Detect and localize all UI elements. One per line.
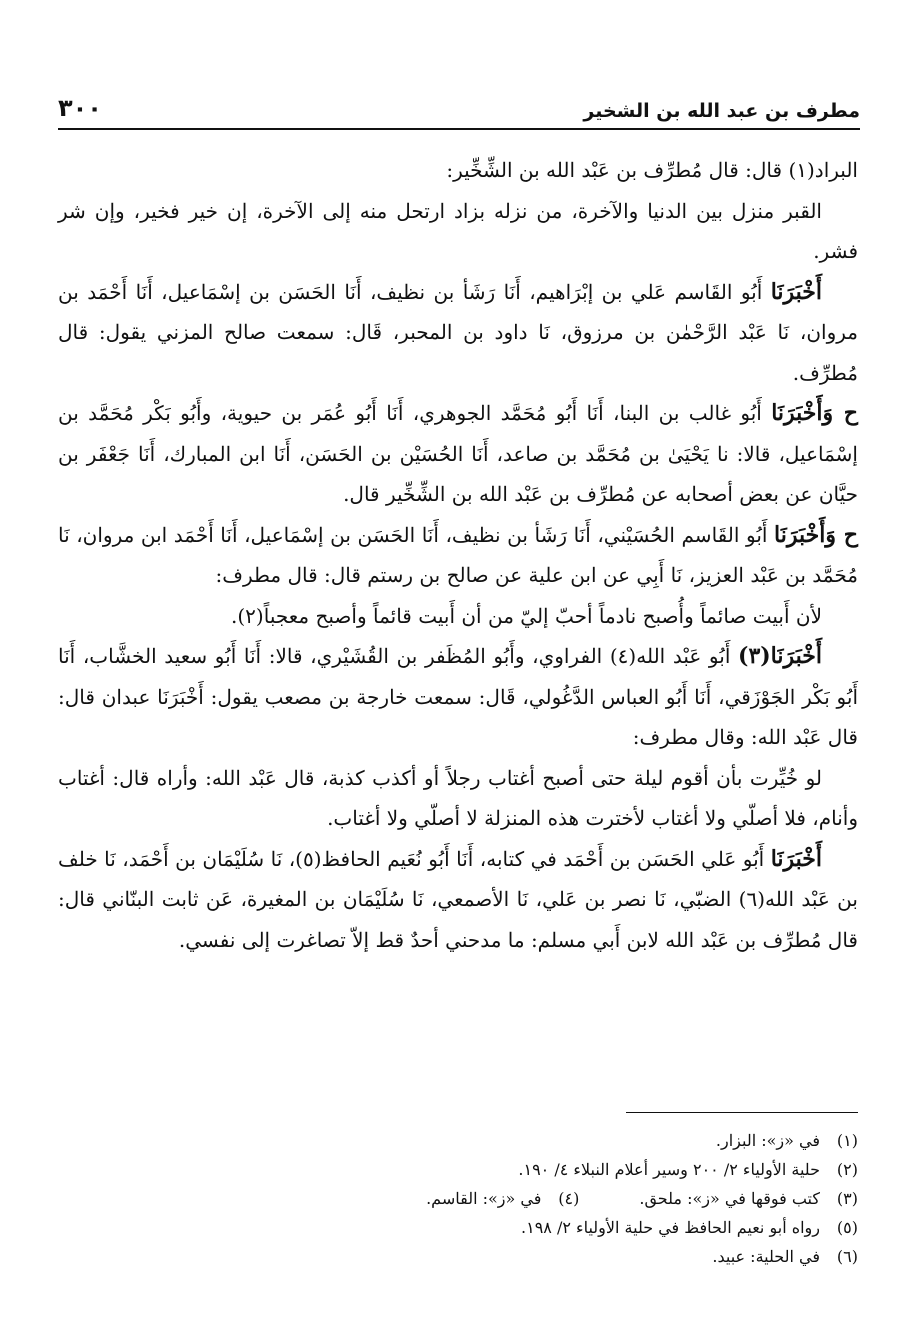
footnote: (٢) حلية الأولياء ٢/ ٢٠٠ وسير أعلام النبلاء ٤/ ١٩٠.: [518, 1160, 858, 1179]
footnotes: [58, 1126, 858, 1271]
paragraph: البراد(١) قال: قال مُطرِّف بن عَبْد الله بن الشِّخِّير:: [446, 158, 858, 182]
footnote: (٥) رواه أبو نعيم الحافظ في حلية الأولياء ٢/ ١٩٨.: [521, 1218, 858, 1237]
isnad-lead: ح وَأَخْبَرَنَا: [774, 521, 858, 548]
page-header: [58, 82, 860, 130]
paragraph: لأن أَبيت صائماً وأُصبح نادماً أحبّ إليّ من أن أَبيت قائماً وأصبح معجباً(٢).: [231, 603, 822, 628]
isnad-lead: ح وَأَخْبَرَنَا: [771, 400, 858, 426]
paragraph: ح وَأَخْبَرَنَا أَبُو القَاسم الحُسَيْني، أَنَا رَشَأ بن نظيف، أَنَا الحَسَن بن إسْمَاعيل، أَنَا أَحْمَد ابن مروان، نَا مُحَمَّد بن عَبْد العزيز، نَا أَبِي عن ابن علية عن صالح بن رستم قال: قال مطرف:: [58, 521, 858, 587]
isnad-lead: أَخْبَرَنَا: [770, 278, 823, 305]
paragraph: أَخْبَرَنَا(٣) أَبُو عَبْد الله(٤) الفراوي، وأَبُو المُظَفر بن القُشَيْري، قالا: أَنَا أَبُو سعيد الخشَّاب، أَنَا أَبُو بَكْر الجَوْزَقي، أَنَا أَبُو العباس الدَّغُولي، قَال: سمعت خارجة بن مصعب يقول: أَخْبَرَنَا عبدان قال: قال عَبْد الله: وقال مطرف:: [58, 643, 858, 749]
footnote: (١) في «ز»: البزار.: [715, 1131, 858, 1150]
paragraph: القبر منزل بين الدنيا والآخرة، من نزله بزاد ارتحل منه إلى الآخرة، إن خير فخير، وإن شر فشر.: [58, 198, 858, 263]
paragraph: ح وَأَخْبَرَنَا أَبُو غالب بن البنا، أَنَا أَبُو مُحَمَّد الجوهري، أَنَا أَبُو عُمَر بن حيوية، وأَبُو بَكْر مُحَمَّد بن إسْمَاعيل، قالا: نا يَحْيَىٰ بن مُحَمَّد بن صاعد، أَنَا الحُسَيْن بن الحَسَن، أَنَا ابن المبارك، أَنَا جَعْفَر بن حيَّان عن بعض أصحابه عن مُطرِّف بن عَبْد الله بن الشِّخِّير قال.: [58, 400, 858, 506]
paragraph: أَخْبَرَنَا أَبُو القَاسم عَلي بن إبْرَاهيم، أَنَا رَشَأ بن نظيف، أَنَا الحَسَن بن إسْمَاعيل، أَنَا أَحْمَد بن مروان، نَا عَبْد الرَّحْمٰن بن مرزوق، نَا داود بن المحبر، قَال: سمعت صالح المزني يقول: قال مُطرِّف.: [58, 278, 858, 385]
footnote-separator: [626, 1112, 858, 1113]
paragraph: أَخْبَرَنَا أَبُو عَلي الحَسَن بن أَحْمَد في كتابه، أَنَا أَبُو نُعَيم الحافظ(٥)، نَا سُلَيْمَان بن أَحْمَد، نَا خلف بن عَبْد الله(٦) الضبّي، نَا نصر بن عَلي، نَا الأصمعي، نَا سُلَيْمَان بن المغيرة، عَن ثابت البنّاني قال: قال مُطرِّف بن عَبْد الله لابن أَبي مسلم: ما مدحني أحدٌ قط إلاّ تصاغرت إلى نفسي.: [58, 845, 858, 952]
paragraph: لو خُيِّرت بأن أقوم ليلة حتى أصبح أغتاب رجلاً أو أكذب كذبة، قال عَبْد الله: وأراه قال: أغتاب وأنام، فلا أصلّي ولا أغتاب لأخترت هذه المنزلة لا أصلّي ولا أغتاب.: [58, 765, 858, 830]
isnad-lead: أَخْبَرَنَا(٣): [738, 643, 822, 669]
isnad-lead: أَخْبَرَنَا: [770, 845, 823, 872]
running-title: مطرف بن عبد الله بن الشخير: [583, 100, 860, 122]
footnote: (٦) في الحلية: عبيد.: [712, 1247, 858, 1266]
page-number: ٣٠٠: [58, 94, 102, 122]
body-text: [58, 150, 858, 960]
footnote: (٣) كتب فوقها في «ز»: ملحق. (٤) في «ز»: القاسم.: [426, 1189, 858, 1208]
